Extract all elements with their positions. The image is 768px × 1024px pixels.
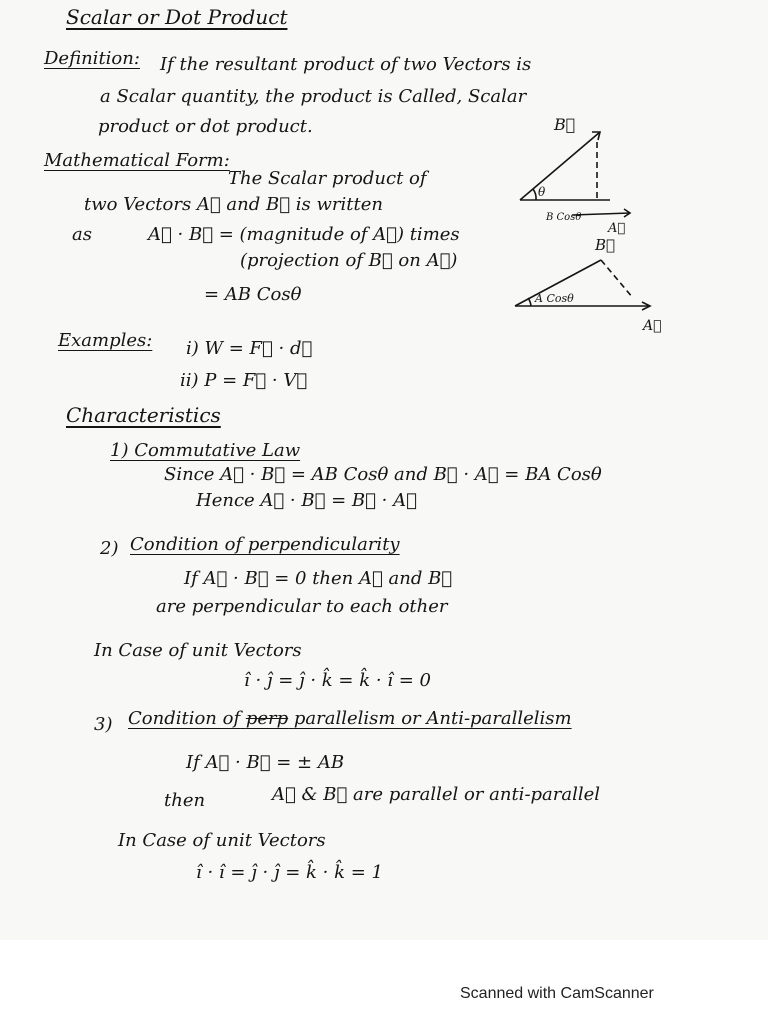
definition-line-3: product or dot product. <box>98 116 313 137</box>
definition-line-2: a Scalar quantity, the product is Called, Scalar <box>100 86 527 107</box>
figure1-projection-label: B Cosθ <box>546 212 582 223</box>
angle-arc <box>533 189 536 200</box>
figure2-base-label: A⃗ <box>643 318 662 334</box>
parallel-unit-vectors: î · î = ĵ · ĵ = k̂ · k̂ = 1 <box>196 862 384 883</box>
parallelism-title-prefix: Condition of <box>128 708 241 729</box>
parallelism-title-struck: perp <box>245 708 289 729</box>
angle-arc-2 <box>528 298 531 306</box>
characteristics-heading: Characteristics <box>66 403 221 427</box>
example-item-1: i) W = F⃗ · d⃗ <box>186 338 313 359</box>
commutative-line-1: Since A⃗ · B⃗ = AB Cosθ and B⃗ · A⃗ = BA Cosθ <box>164 464 602 485</box>
vector-b-line <box>520 132 600 200</box>
projection-figure-2 <box>505 232 665 342</box>
parallelism-title <box>128 708 572 730</box>
parallelism-number: 3) <box>94 714 113 735</box>
camscanner-watermark: Scanned with CamScanner <box>460 985 654 1002</box>
commutative-law-title: 1) Commutative Law <box>110 440 301 461</box>
figure2-projection-label: A Cosθ <box>535 292 574 305</box>
parallelism-line-1: If A⃗ · B⃗ = ± AB <box>186 752 345 773</box>
page-title: Scalar or Dot Product <box>66 5 288 29</box>
figure1-base-label: A⃗ <box>608 221 626 236</box>
figure1-angle-label: θ <box>538 185 546 199</box>
math-form-line-1: The Scalar product of <box>228 168 427 189</box>
parallelism-line-2: A⃗ & B⃗ are parallel or anti-parallel <box>272 784 601 805</box>
math-form-as: as <box>72 224 92 245</box>
perpendicular-line-3: In Case of unit Vectors <box>94 640 302 661</box>
math-form-line-4: (projection of B⃗ on A⃗) <box>240 250 458 271</box>
parallelism-line-3: In Case of unit Vectors <box>118 830 326 851</box>
examples-label: Examples: <box>58 330 153 351</box>
perpendicularity-title: Condition of perpendicularity <box>130 534 400 555</box>
perpendicular-line-1: If A⃗ · B⃗ = 0 then A⃗ and B⃗ <box>184 568 453 589</box>
parallelism-title-rest: parallelism or Anti-parallelism <box>293 708 572 729</box>
math-form-label: Mathematical Form: <box>44 150 230 171</box>
perpendicular-unit-vectors: î · ĵ = ĵ · k̂ = k̂ · î = 0 <box>244 670 432 691</box>
figure1-vector-label: B⃗ <box>554 115 576 134</box>
projection-figure-1 <box>500 115 650 236</box>
perpendicular-number: 2) <box>100 538 119 559</box>
math-form-line-2: two Vectors A⃗ and B⃗ is written <box>84 194 383 215</box>
parallelism-then: then <box>164 790 206 811</box>
perpendicular-drop-2 <box>601 260 633 298</box>
definition-label: Definition: <box>44 48 140 69</box>
commutative-line-2: Hence A⃗ · B⃗ = B⃗ · A⃗ <box>196 490 417 511</box>
perpendicular-line-2: are perpendicular to each other <box>156 596 448 617</box>
math-form-line-5: = AB Cosθ <box>204 284 302 305</box>
figure2-vector-label: B⃗ <box>595 236 616 254</box>
example-item-2: ii) P = F⃗ · V⃗ <box>180 370 308 391</box>
math-form-line-3: A⃗ · B⃗ = (magnitude of A⃗) times <box>148 224 460 245</box>
definition-line-1: If the resultant product of two Vectors is <box>160 54 532 75</box>
